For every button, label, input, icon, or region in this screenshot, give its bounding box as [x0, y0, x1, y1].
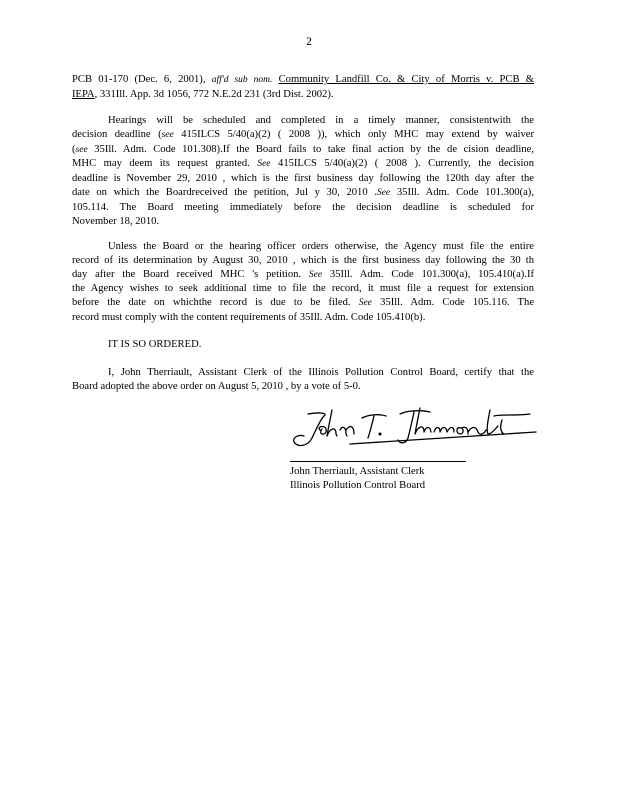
paragraph-record: [72, 240, 534, 325]
para2-line-2: record of its determination by August 30, 2010 , which is the first business day following the 30 th: [72, 254, 534, 266]
signature-block: [290, 465, 425, 493]
para1-line-2: decision deadline (see 415ILCS 5/40(a)(2) ( 2008 )), which only MHC may extend by waiver: [72, 128, 535, 140]
signatory-organization: Illinois Pollution Control Board: [290, 479, 426, 491]
certification: [72, 366, 534, 394]
para1-line-6: date on which the Boardreceived the petition, Jul y 30, 2010 .See 35Ill. Adm. Code 101.300(a),: [72, 186, 534, 198]
para1-line-5: deadline is November 29, 2010 , which is the first business day following the 120th day after the: [72, 173, 534, 185]
para2-line-1: Unless the Board or the hearing officer orders otherwise, the Agency must file the entire: [108, 241, 534, 252]
para2-line-5: before the date on whichthe record is due to be filed. See 35Ill. Adm. Code 105.116. The: [72, 297, 535, 309]
citation-line-1: PCB 01-170 (Dec. 6, 2001), aff'd sub nom. Community Landfill Co. & City of Morris v. PCB &: [72, 74, 535, 85]
para2-line-3: day after the Board received MHC 's petition. See 35Ill. Adm. Code 101.300(a), 105.410(a).If: [72, 268, 535, 280]
page-number: 2: [306, 36, 312, 48]
para1-line-8: November 18, 2010.: [72, 215, 160, 227]
para2-line-6: record must comply with the content requirements of 35Ill. Adm. Code 105.410(b).: [72, 311, 426, 323]
cert-line-1: I, John Therriault, Assistant Clerk of the Illinois Pollution Control Board, certify that the: [108, 367, 534, 378]
para1-line-1: Hearings will be scheduled and completed in a timely manner, consistentwith the: [108, 115, 534, 126]
para2-line-4: the Agency wishes to seek additional time to file the record, it must file a request for extension: [72, 283, 534, 295]
para1-line-7: 105.114. The Board meeting immediately before the decision deadline is scheduled for: [72, 201, 534, 213]
so-ordered-text: IT IS SO ORDERED.: [108, 339, 202, 350]
citation-line-2: IEPA, 331Ill. App. 3d 1056, 772 N.E.2d 231 (3rd Dist. 2002).: [72, 88, 334, 100]
signatory-name: John Therriault, Assistant Clerk: [290, 466, 425, 477]
paragraph-hearings: [72, 114, 534, 228]
handwritten-signature: [290, 404, 540, 454]
so-ordered: [72, 338, 534, 352]
para1-line-4: MHC may deem its request granted. See 415ILCS 5/40(a)(2) ( 2008 ). Currently, the decision: [72, 158, 534, 170]
cert-line-2: Board adopted the above order on August 5, 2010 , by a vote of 5-0.: [72, 380, 361, 392]
signature-line: [290, 461, 466, 462]
citation-block: [72, 73, 534, 102]
para1-line-3: (see 35Ill. Adm. Code 101.308).If the Board fails to take final action by the de cision deadline,: [72, 143, 534, 155]
